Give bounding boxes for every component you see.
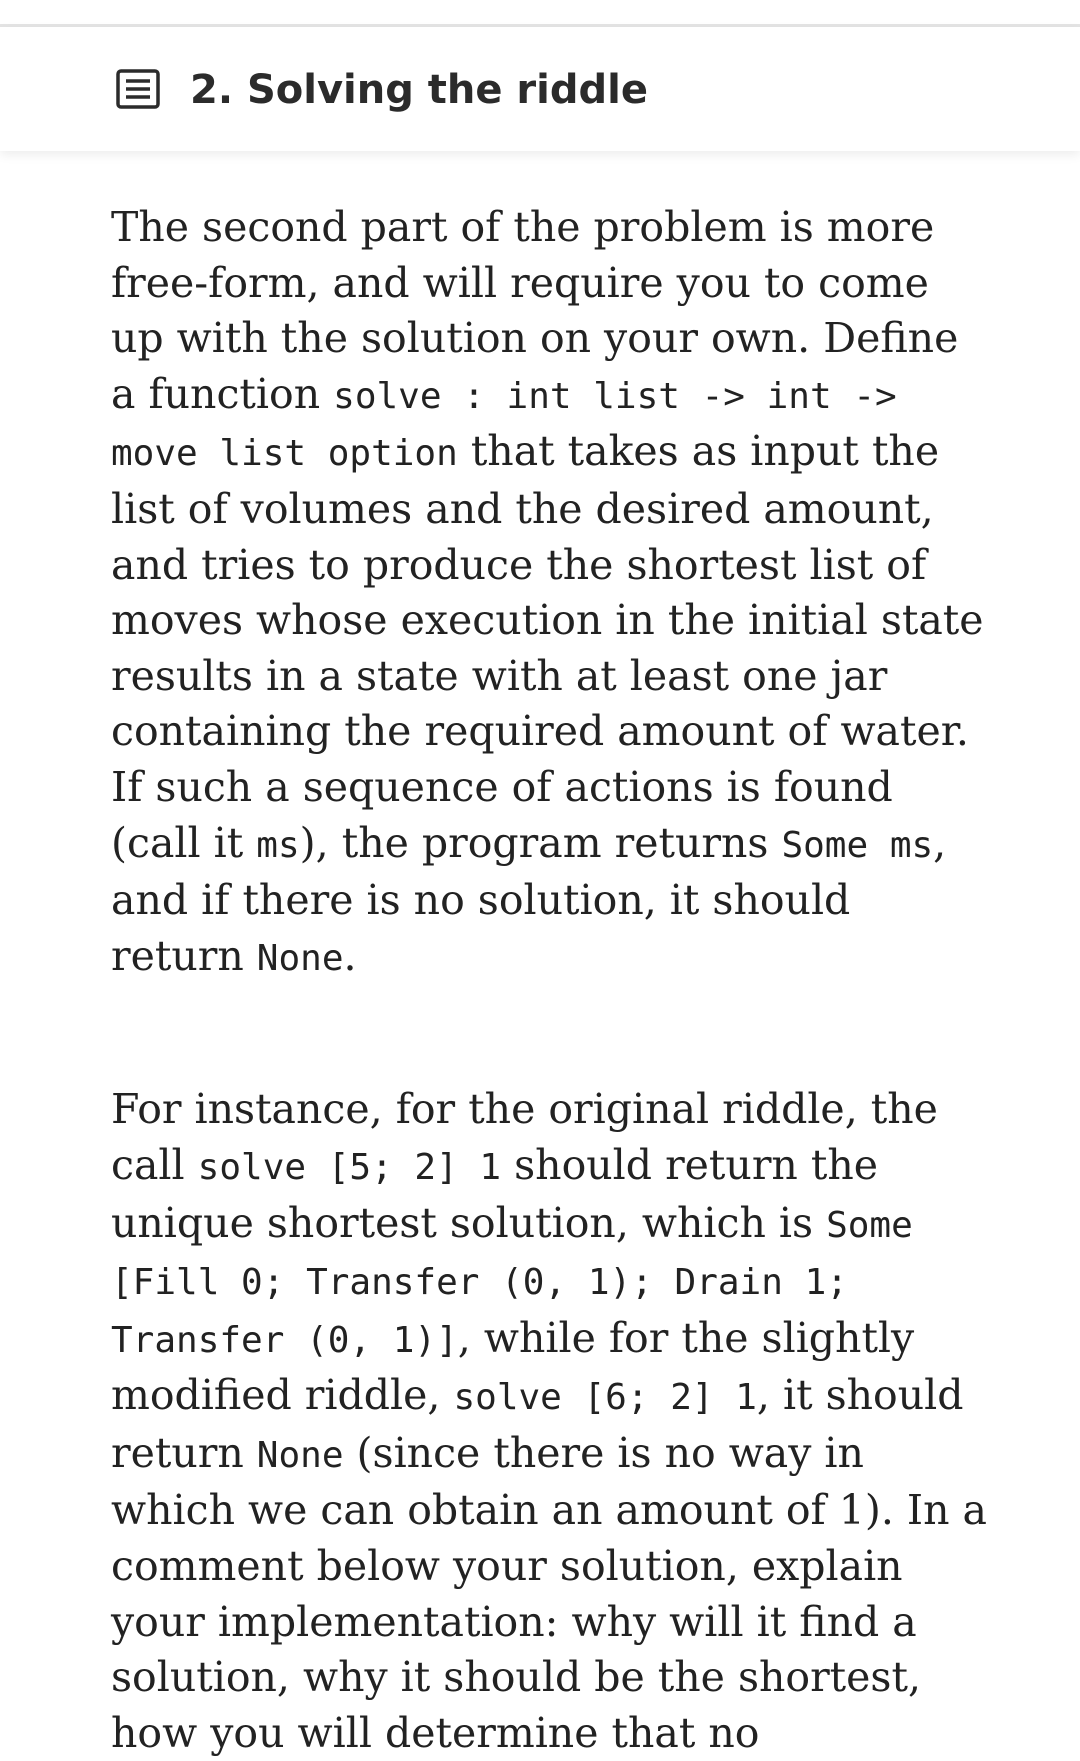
code-ms: ms	[256, 824, 300, 866]
code-solve-modified: solve [6; 2] 1	[453, 1377, 757, 1419]
text: , and if there is no solution, it should return	[111, 818, 947, 980]
text: , it should return	[111, 1371, 964, 1477]
text: should return the unique shortest solution, which is	[111, 1140, 878, 1247]
content-body	[111, 200, 991, 1761]
code-signature: solve : int list -> int -> move list option	[111, 375, 897, 475]
code-none: None	[256, 937, 344, 979]
code-solve-call: solve [5; 2] 1	[197, 1146, 502, 1188]
text: (since there is no way in which we can obtain an amount of 1). In a comment below your solution, explain your implementation: why will it find a solution, why it should be the shortest, how you will determine that no	[111, 1428, 987, 1757]
code-some-ms: Some ms	[781, 824, 934, 866]
text: that takes as input the list of volumes and the desired amount, and tries to produce the shortest list of moves whose execution in the initial state results in a state with at least one jar containing the required amount of water. If such a sequence of actions is found (call it	[111, 427, 984, 867]
paragraph-example	[111, 1082, 991, 1761]
text: .	[343, 931, 357, 980]
code-none: None	[256, 1434, 344, 1476]
text: ), the program returns	[299, 818, 782, 867]
section-header[interactable]	[0, 27, 1080, 151]
text: For instance, for the original riddle, the call	[111, 1085, 938, 1189]
section-title: 2. Solving the riddle	[190, 67, 648, 113]
code-solution: Some [Fill 0; Transfer (0, 1); Drain 1; Transfer (0, 1)]	[111, 1204, 913, 1361]
document-list-icon	[116, 69, 160, 109]
text: The second part of the problem is more free-form, and will require you to come up with the solution on your own. Define a function	[111, 203, 959, 418]
paragraph-definition	[111, 200, 991, 986]
text: , while for the slightly modified riddle,	[111, 1313, 915, 1420]
